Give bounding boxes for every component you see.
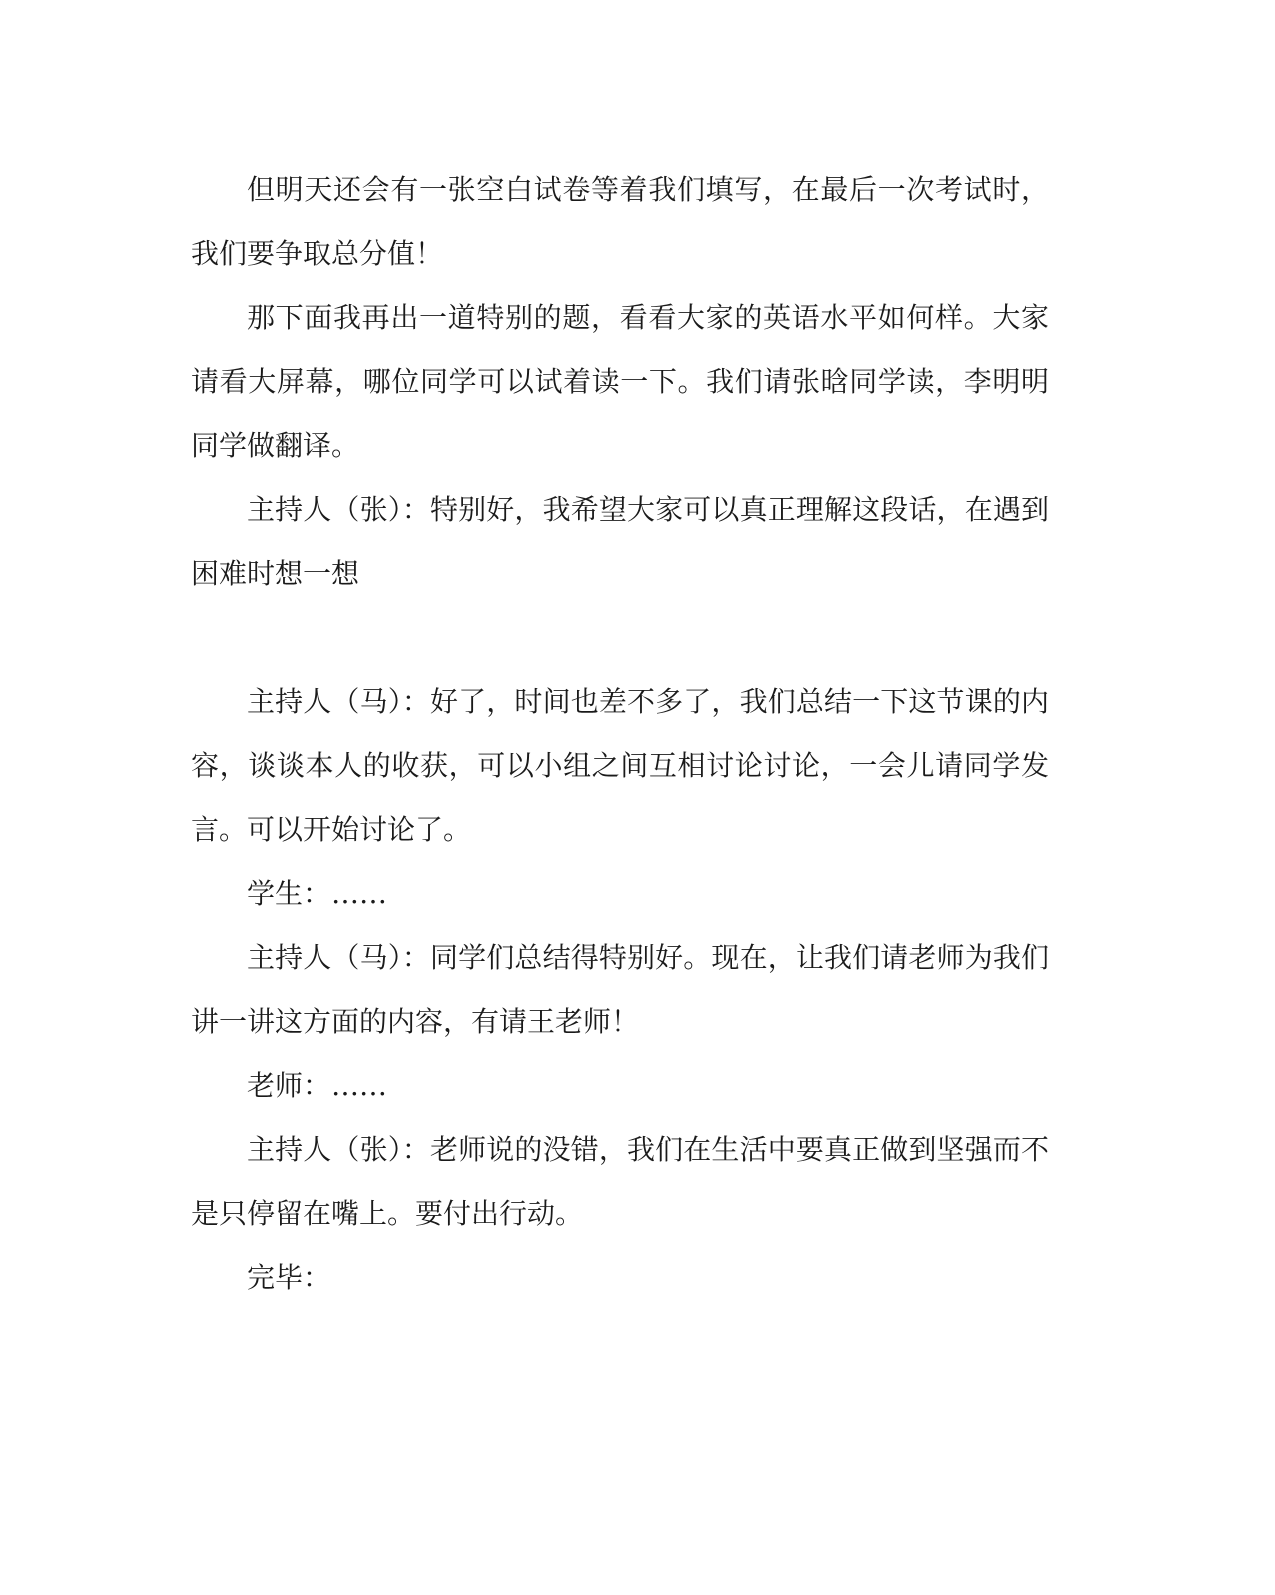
blank-line (191, 606, 1049, 670)
paragraph-host-ma-1: 主持人（马）：好了，时间也差不多了，我们总结一下这节课的内容，谈谈本人的收获，可以小组之间互相讨论讨论，一会儿请同学发言。可以开始讨论了。 (191, 685, 1049, 846)
paragraph-exam-ending: 但明天还会有一张空白试卷等着我们填写，在最后一次考试时，我们要争取总分值！ (191, 173, 1049, 270)
paragraph-english-question: 那下面我再出一道特别的题，看看大家的英语水平如何样。大家请看大屏幕，哪位同学可以试着读一下。我们请张晗同学读，李明明同学做翻译。 (191, 301, 1049, 462)
paragraph-host-zhang-2: 主持人（张）：老师说的没错，我们在生活中要真正做到坚强而不是只停留在嘴上。要付出行动。 (191, 1133, 1049, 1230)
paragraph-host-zhang-1: 主持人（张）：特别好，我希望大家可以真正理解这段话，在遇到困难时想一想 (191, 493, 1049, 590)
document-body (191, 158, 1049, 1310)
paragraph-end: 完毕： (247, 1261, 332, 1294)
paragraph-teacher: 老师：…… (247, 1069, 388, 1102)
paragraph-host-ma-2: 主持人（马）：同学们总结得特别好。现在，让我们请老师为我们讲一讲这方面的内容，有请王老师！ (191, 941, 1049, 1038)
paragraph-students: 学生：…… (247, 877, 388, 910)
